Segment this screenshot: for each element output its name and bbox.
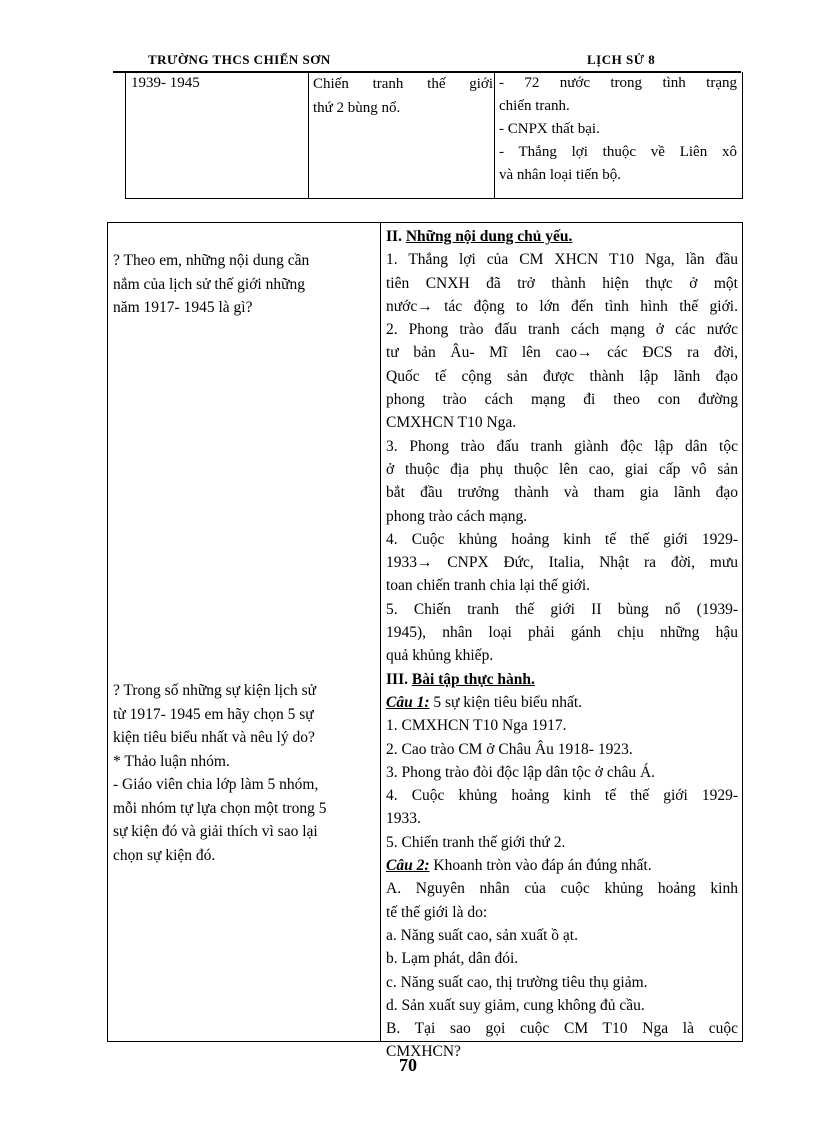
cau1-item: 2. Cao trào CM ở Châu Âu 1918- 1923. (386, 740, 633, 758)
cau1-item: 3. Phong trào đòi độc lập dân tộc ở châu Á. (386, 763, 656, 781)
content-line: tiên CNXH đã trở thành hiện thực ở một (386, 274, 738, 292)
question-line: mỗi nhóm tự lựa chọn một trong 5 (113, 799, 327, 817)
cau1-item: 5. Chiến tranh thế giới thứ 2. (386, 833, 566, 851)
header-subject: LỊCH SỬ 8 (587, 52, 656, 67)
main-table (107, 222, 743, 1061)
section-2-heading (386, 225, 738, 248)
section-3-title: Bài tập thực hành. (411, 670, 535, 688)
result-line: - CNPX thất bại. (499, 121, 600, 137)
cau2-item: CMXHCN? (386, 1043, 461, 1061)
cau2-item: b. Lạm phát, dân đói. (386, 950, 519, 968)
content-line: bắt đầu trưởng thành và tham gia lãnh đạo (386, 484, 738, 502)
section-2-title: Những nội dung chủ yếu. (405, 228, 573, 245)
content-line: toan chiến tranh chia lại thế giới. (386, 577, 591, 595)
content-line: 4. Cuộc khủng hoảng kinh tế thế giới 1929- (386, 530, 738, 548)
content-line: 3. Phong trào đấu tranh giành độc lập dân tộc (386, 437, 738, 455)
content-line: nước→ tác động to lớn đến tình hình thế giới. (386, 297, 738, 315)
question-line: sự kiện đó và giải thích vì sao lại (113, 823, 318, 840)
answer-column (386, 225, 738, 1064)
event-cell (313, 72, 493, 120)
content-line: phong trào cách mạng. (386, 507, 528, 525)
top-table-divider (308, 72, 309, 198)
result-cell (499, 72, 737, 187)
result-line: - Thắng lợi thuộc về Liên xô (499, 144, 737, 160)
result-line: - 72 nước trong tình trạng (499, 75, 737, 91)
content-line: 5. Chiến tranh thế giới II bùng nổ (1939- (386, 600, 738, 618)
event-line: thứ 2 bùng nổ. (313, 100, 401, 116)
header-school: TRƯỜNG THCS CHIẾN SƠN (148, 52, 331, 67)
content-line: 1945), nhân loại phải gánh chịu những hậu (386, 624, 738, 642)
cau2-item: c. Năng suất cao, thị trường tiêu thụ giảm. (386, 973, 648, 991)
cau2-item: d. Sản xuất suy giảm, cung không đủ cầu. (386, 996, 645, 1014)
content-line: quả khủng khiếp. (386, 647, 494, 665)
cau-1-line (386, 691, 738, 714)
top-table-divider (494, 72, 495, 198)
question-line: chọn sự kiện đó. (113, 846, 216, 864)
question-line: ? Theo em, những nội dung cần (113, 252, 310, 269)
question-line: năm 1917- 1945 là gì? (113, 299, 253, 316)
result-line: và nhân loại tiến bộ. (499, 167, 622, 183)
content-line: Quốc tế cộng sản được thành lập lãnh đạo (386, 367, 738, 385)
cau1-item: 1. CMXHCN T10 Nga 1917. (386, 717, 567, 735)
section-3-heading (386, 668, 738, 691)
cau2-item: B. Tại sao gọi cuộc CM T10 Nga là cuộc (386, 1020, 738, 1038)
section-2-number: II. (386, 228, 402, 245)
question-line: - Giáo viên chia lớp làm 5 nhóm, (113, 776, 319, 793)
content-line: phong trào cách mạng đi theo con đường (386, 391, 738, 409)
question-1 (113, 249, 375, 320)
content-line: 2. Phong trào đấu tranh cách mạng ở các nước (386, 321, 738, 339)
result-line: chiến tranh. (499, 98, 570, 114)
question-2 (113, 679, 375, 867)
event-line: Chiến tranh thế giới (313, 76, 493, 92)
cau2-item: tế thế giới là do: (386, 903, 488, 921)
question-line: kiện tiêu biểu nhất và nêu lý do? (113, 729, 315, 746)
question-line: * Thảo luận nhóm. (113, 752, 230, 770)
cau-1-label: Câu 1: (386, 693, 430, 711)
cau2-item: A. Nguyên nhân của cuộc khủng hoảng kinh (386, 880, 738, 898)
content-line: tư bản Âu- Mĩ lên cao→ các ĐCS ra đời, (386, 344, 738, 362)
cau1-item: 4. Cuộc khủng hoảng kinh tế thế giới 1929- (386, 787, 738, 805)
period-cell: 1939- 1945 (131, 75, 200, 91)
cau-2-line (386, 854, 738, 877)
cau1-item: 1933. (386, 810, 421, 828)
cau-2-text: Khoanh tròn vào đáp án đúng nhất. (429, 857, 652, 875)
content-line: 1933→ CNPX Đức, Italia, Nhật ra đời, mưu (386, 554, 738, 572)
top-table (125, 72, 743, 199)
content-line: ở thuộc địa phụ thuộc lên cao, giai cấp vô sản (386, 460, 738, 478)
question-line: ? Trong số những sự kiện lịch sử (113, 682, 317, 699)
question-line: nắm của lịch sử thế giới những (113, 275, 306, 293)
main-table-divider (380, 223, 381, 1041)
section-3-number: III. (386, 670, 408, 688)
content-line: 1. Thắng lợi của CM XHCN T10 Nga, lần đầu (386, 251, 738, 269)
cau-2-label: Câu 2: (386, 857, 430, 875)
page-number: 70 (399, 1055, 417, 1075)
question-line: từ 1917- 1945 em hãy chọn 5 sự (113, 705, 314, 723)
content-line: CMXHCN T10 Nga. (386, 414, 517, 432)
cau-1-text: 5 sự kiện tiêu biểu nhất. (429, 693, 583, 711)
cau2-item: a. Năng suất cao, sản xuất ồ ạt. (386, 926, 578, 944)
